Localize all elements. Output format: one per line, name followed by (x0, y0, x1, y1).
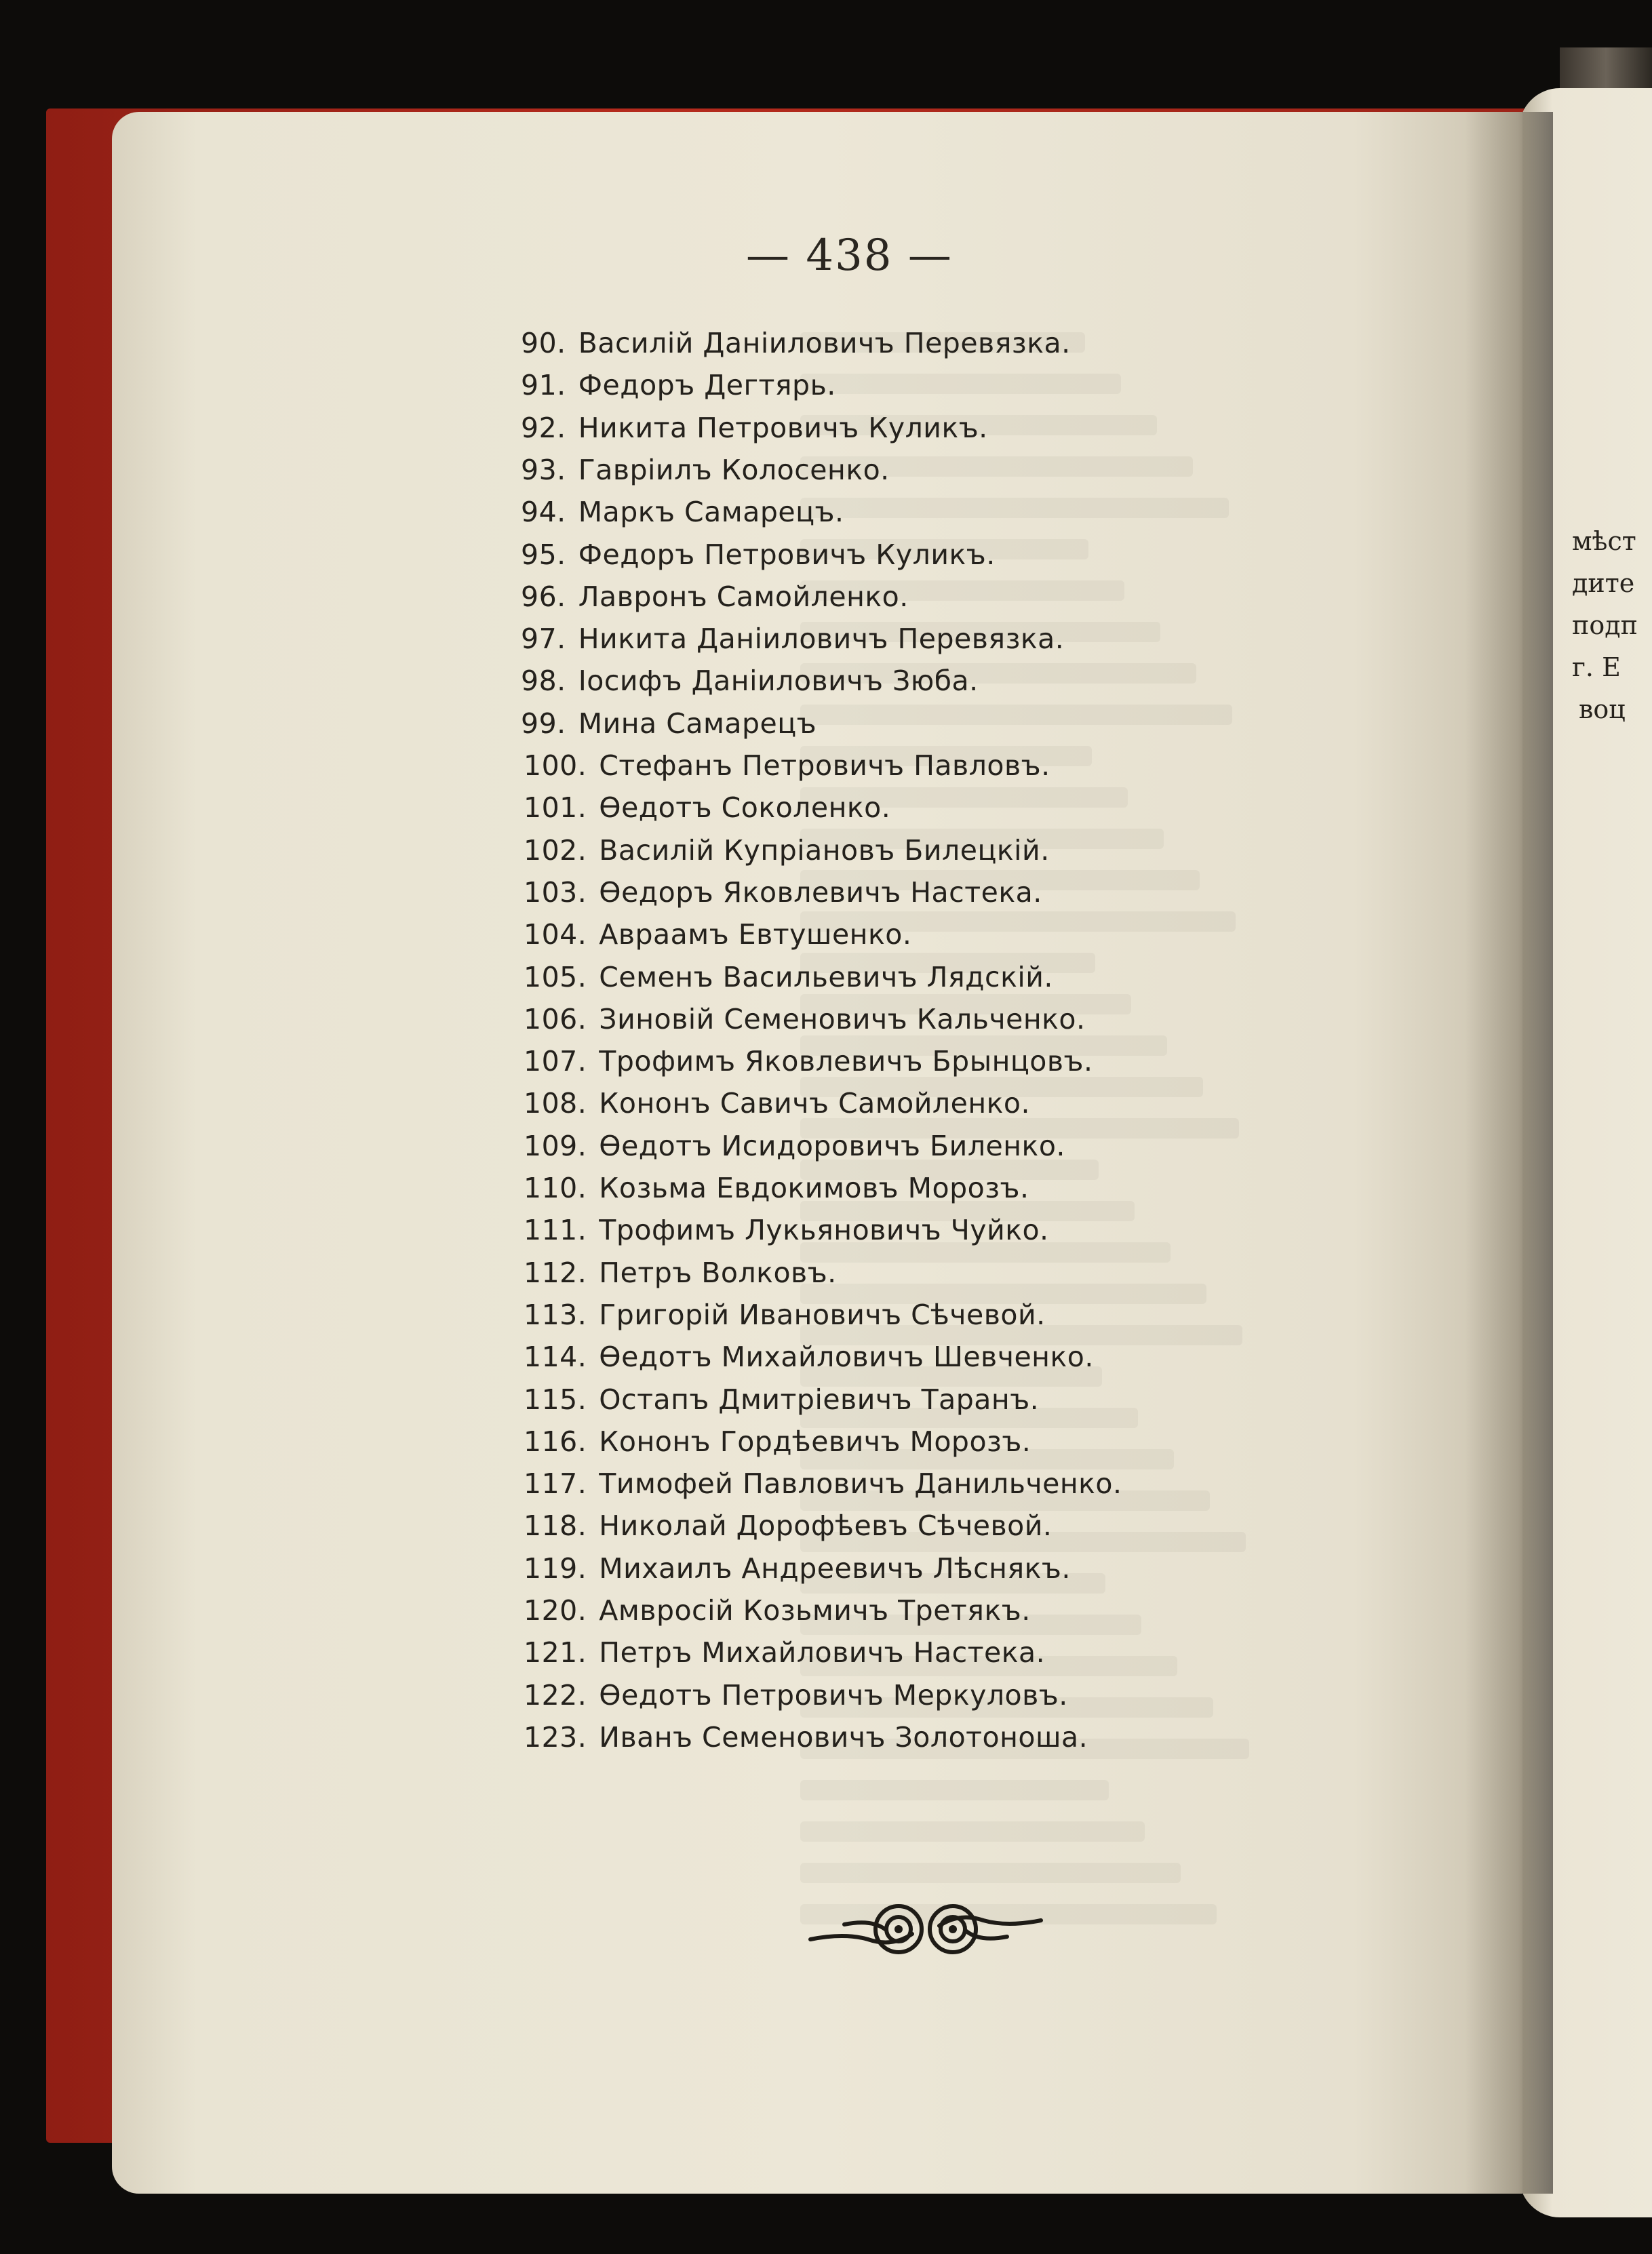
entry-number: 100. (524, 749, 587, 782)
list-item (524, 1298, 1046, 1331)
right-page-fragment: мѣст (1572, 526, 1636, 556)
entry-name: Федоръ Дегтярь. (578, 369, 836, 402)
entry-name: Козьма Евдокимовъ Морозъ. (599, 1172, 1029, 1204)
entry-name: Өедотъ Соколенко. (599, 791, 891, 825)
list-item (524, 1678, 1068, 1712)
entry-number: 108. (524, 1087, 587, 1120)
list-item (521, 580, 909, 613)
list-item (524, 1594, 1031, 1627)
entry-number: 117. (524, 1467, 587, 1501)
entry-name: Михаилъ Андреевичъ Лѣснякъ. (599, 1551, 1071, 1585)
entry-name: Стефанъ Петровичъ Павловъ. (599, 749, 1050, 782)
list-item (521, 665, 979, 698)
list-item (521, 538, 996, 571)
entry-number: 98. (521, 665, 566, 698)
entry-number: 90. (521, 327, 566, 359)
entry-number: 113. (524, 1298, 587, 1331)
list-item (524, 1720, 1088, 1754)
entry-number: 102. (524, 833, 587, 867)
entry-name: Трофимъ Яковлевичъ Брынцовъ. (599, 1045, 1093, 1078)
entry-name: Гавріилъ Колосенко. (578, 453, 890, 486)
entry-name: Николай Дорофѣевъ Сѣчевой. (599, 1509, 1053, 1543)
entry-name: Лавронъ Самойленко. (578, 580, 909, 613)
entry-name: Зиновій Семеновичъ Кальченко. (599, 1002, 1086, 1035)
list-item (524, 1174, 1029, 1202)
entry-name: Іосифъ Даніиловичъ Зюба. (578, 665, 979, 698)
list-item (524, 918, 912, 951)
list-item (524, 1045, 1093, 1078)
entry-name: Иванъ Семеновичъ Золотоноша. (599, 1720, 1088, 1754)
ornament-icon (804, 1892, 1048, 1966)
entry-number: 101. (524, 791, 587, 825)
page-number: — 438 — (746, 231, 953, 281)
entry-number: 116. (524, 1425, 587, 1458)
entry-number: 99. (521, 707, 566, 740)
list-item (524, 1636, 1046, 1669)
list-item (524, 1214, 1049, 1247)
right-page-fragment: воц (1579, 694, 1626, 724)
list-item (521, 496, 844, 529)
entry-number: 105. (524, 960, 587, 993)
entry-name: Мина Самарецъ (578, 707, 817, 740)
entry-name: Авраамъ Евтушенко. (599, 918, 912, 951)
list-item (524, 1467, 1122, 1501)
entry-name: Өедотъ Исидоровичъ Биленко. (599, 1129, 1065, 1162)
list-item (524, 1341, 1094, 1374)
list-item (521, 327, 1071, 359)
entry-name: Кононъ Савичъ Самойленко. (599, 1087, 1031, 1120)
entry-number: 107. (524, 1045, 587, 1078)
list-item (524, 1002, 1086, 1035)
list-item (524, 1087, 1031, 1120)
right-page-fragment: дите (1572, 568, 1635, 598)
entry-number: 92. (521, 411, 566, 444)
entry-number: 120. (524, 1594, 587, 1627)
entry-name: Өедоръ Яковлевичъ Настека. (599, 875, 1042, 909)
entry-number: 109. (524, 1129, 587, 1162)
list-item (524, 1551, 1071, 1585)
entry-number: 121. (524, 1636, 587, 1669)
entry-name: Василій Купріановъ Билецкій. (599, 833, 1050, 867)
right-page-fragment: подп (1572, 610, 1638, 640)
list-item (524, 1129, 1065, 1162)
list-item (524, 1256, 837, 1289)
entry-name: Никита Даніиловичъ Перевязка. (578, 622, 1065, 656)
list-item (524, 791, 891, 825)
list-item (524, 875, 1042, 909)
list-item (524, 749, 1050, 782)
list-item (524, 1383, 1040, 1416)
entry-number: 93. (521, 453, 566, 486)
entry-name: Кононъ Гордѣевичъ Морозъ. (599, 1425, 1031, 1458)
list-item (524, 833, 1050, 867)
entry-number: 119. (524, 1551, 587, 1585)
list-item (521, 369, 836, 402)
entry-name: Өедотъ Петровичъ Меркуловъ. (599, 1678, 1068, 1712)
entry-number: 114. (524, 1341, 587, 1374)
entry-number: 110. (524, 1172, 587, 1204)
entry-name: Тимофей Павловичъ Данильченко. (599, 1467, 1122, 1501)
entry-name: Петръ Михайловичъ Настека. (599, 1636, 1046, 1669)
right-page-fragment: г. Е (1572, 652, 1621, 682)
list-item (524, 1509, 1053, 1543)
entry-name: Амвросій Козьмичъ Третякъ. (599, 1594, 1031, 1627)
entry-number: 95. (521, 538, 566, 571)
entry-name: Никита Петровичъ Куликъ. (578, 411, 988, 444)
entry-number: 112. (524, 1256, 587, 1289)
entry-name: Семенъ Васильевичъ Лядскій. (599, 960, 1053, 993)
entry-number: 97. (521, 622, 566, 656)
entry-number: 103. (524, 875, 587, 909)
entry-number: 106. (524, 1002, 587, 1035)
entry-name: Василій Даніиловичъ Перевязка. (578, 327, 1071, 359)
list-item (521, 707, 817, 740)
entry-number: 115. (524, 1383, 587, 1416)
entry-name: Трофимъ Лукьяновичъ Чуйко. (599, 1214, 1049, 1247)
list-item (521, 622, 1065, 656)
entry-name: Өедотъ Михайловичъ Шевченко. (599, 1341, 1094, 1374)
entry-name: Остапъ Дмитріевичъ Таранъ. (599, 1383, 1040, 1416)
entry-number: 118. (524, 1509, 587, 1543)
entry-number: 96. (521, 580, 566, 613)
entry-name: Федоръ Петровичъ Куликъ. (578, 538, 996, 571)
entry-number: 122. (524, 1678, 587, 1712)
list-item (524, 960, 1053, 993)
list-item (524, 1425, 1031, 1458)
list-item (521, 453, 890, 486)
entry-number: 123. (524, 1720, 587, 1754)
entry-number: 104. (524, 918, 587, 951)
entry-name: Григорій Ивановичъ Сѣчевой. (599, 1298, 1046, 1331)
entry-number: 111. (524, 1214, 587, 1247)
entry-number: 94. (521, 496, 566, 529)
list-item (521, 411, 988, 444)
entry-name: Петръ Волковъ. (599, 1256, 837, 1289)
entry-number: 91. (521, 369, 566, 402)
entry-name: Маркъ Самарецъ. (578, 496, 844, 529)
